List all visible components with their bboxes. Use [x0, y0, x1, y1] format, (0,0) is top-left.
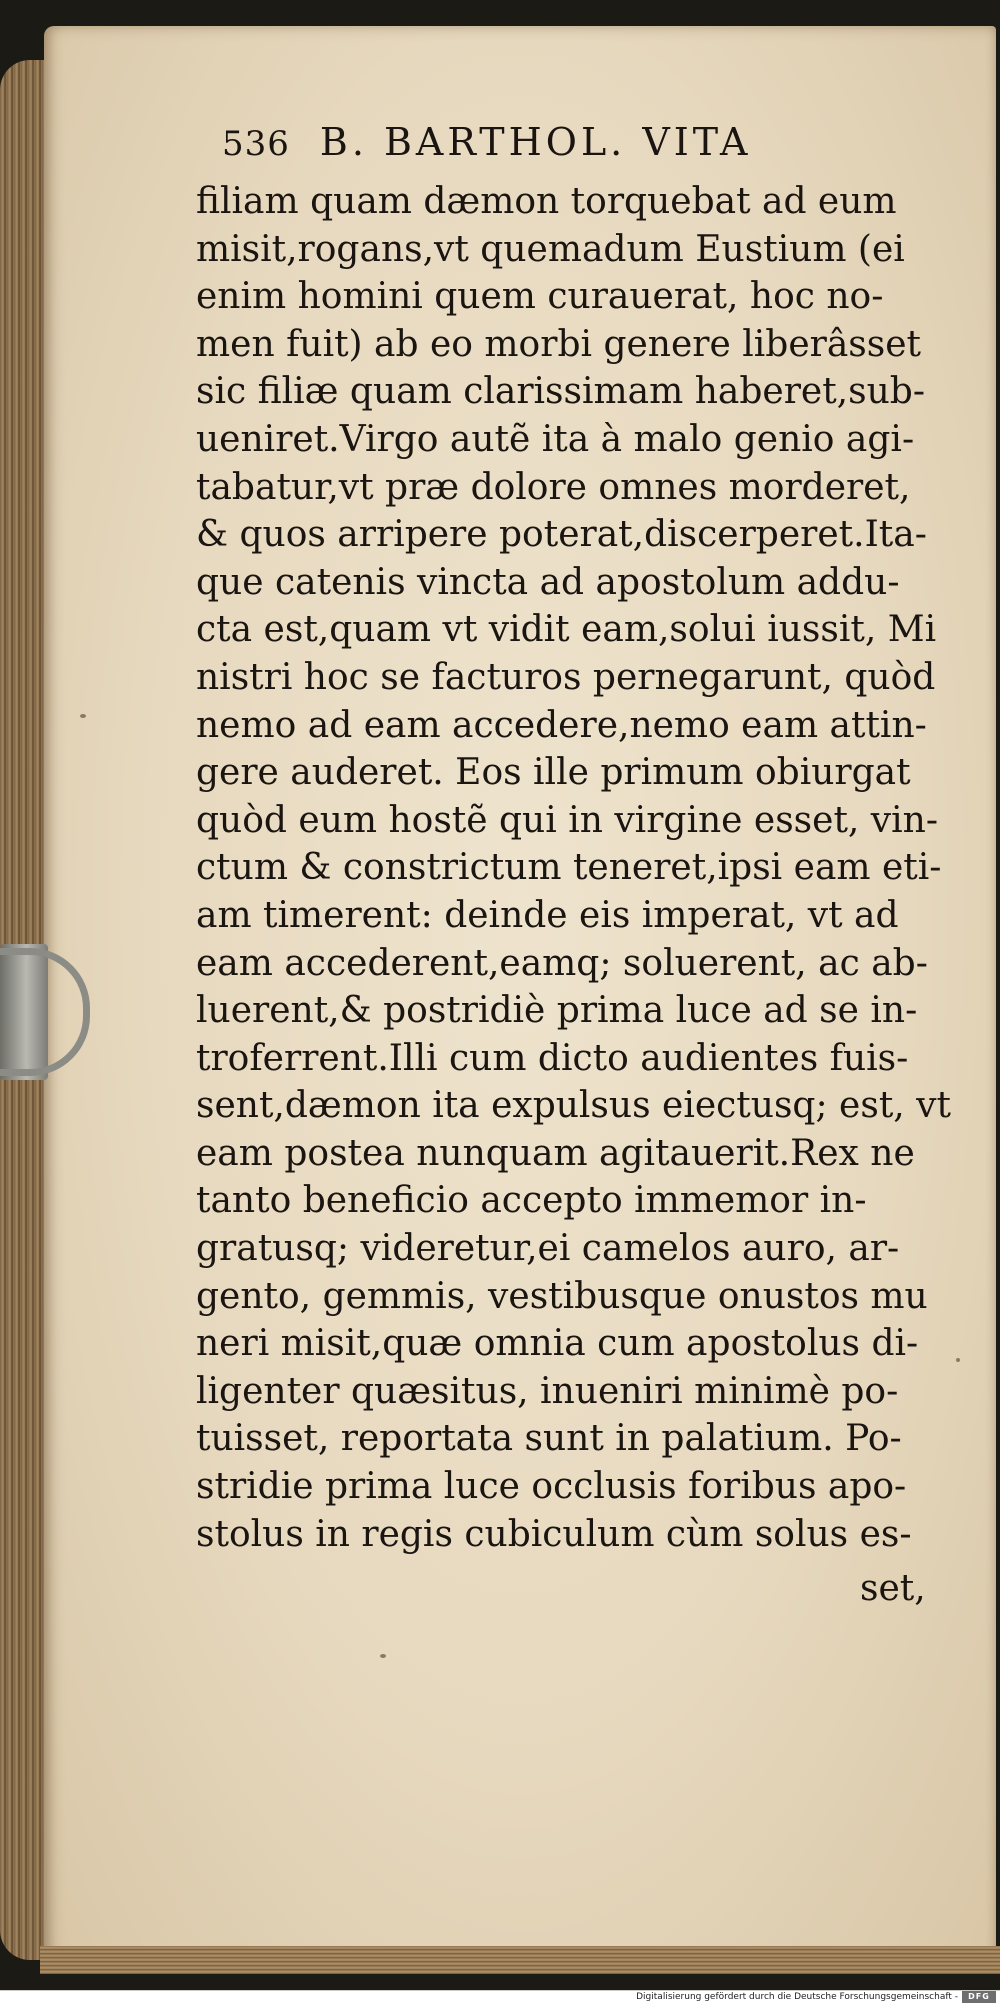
dfg-logo: DFG: [962, 1991, 996, 2003]
text-line: sent,dæmon ita expulsus eiectusq; est, vt: [196, 1085, 951, 1127]
text-line: ueniret.Virgo autẽ ita à malo genio agi-: [196, 418, 915, 460]
footer-credit: Digitalisierung gefördert durch die Deutsche Forschungsgemeinschaft -: [636, 1992, 958, 2002]
text-line: nistri hoc se facturos pernegarunt, quòd: [196, 656, 936, 698]
text-line: cta est,quam vt vidit eam,solui iussit, Mi: [196, 609, 937, 651]
text-line: troferrent.Illi cum dicto audientes fuis-: [196, 1037, 909, 1079]
text-line: luerent,& postridiè prima luce ad se in-: [196, 990, 918, 1032]
text-line: tabatur,vt præ dolore omnes morderet,: [196, 466, 911, 508]
catchword: set,: [860, 1568, 926, 1609]
page-number: 536: [222, 124, 290, 164]
text-line: gere auderet. Eos ille primum obiurgat: [196, 752, 911, 794]
text-line: neri misit,quæ omnia cum apostolus di-: [196, 1323, 919, 1365]
text-line: nemo ad eam accedere,nemo eam attin-: [196, 704, 927, 746]
text-line: gratusq; videretur,ei camelos auro, ar-: [196, 1228, 900, 1270]
text-line: men fuit) ab eo morbi genere liberâsset: [196, 323, 922, 365]
text-line: misit,rogans,vt quemadum Eustium (ei: [196, 228, 905, 270]
text-line: enim homini quem curauerat, hoc no-: [196, 276, 884, 318]
text-line: ctum & constrictum teneret,ipsi eam eti-: [196, 847, 942, 889]
paper-speck: [80, 714, 86, 718]
text-line: filiam quam dæmon torquebat ad eum: [196, 181, 897, 222]
text-line: stridie prima luce occlusis foribus apo-: [196, 1466, 907, 1508]
text-line: tuisset, reportata sunt in palatium. Po-: [196, 1418, 902, 1460]
text-line: eam accederent,eamq; soluerent, ac ab-: [196, 942, 928, 984]
paper-speck: [956, 1358, 960, 1362]
book-bottom-edge: [40, 1946, 1000, 1974]
text-line: gento, gemmis, vestibusque onustos mu: [196, 1275, 928, 1317]
text-line: am timerent: deinde eis imperat, vt ad: [196, 894, 899, 936]
text-line: & quos arripere poterat,discerperet.Ita-: [196, 514, 927, 556]
text-line: quòd eum hostẽ qui in virgine esset, vin-: [196, 799, 939, 841]
running-title: B. BARTHOL. VITA: [319, 120, 752, 164]
body-text: [196, 178, 956, 1558]
text-line: tanto beneficio accepto immemor in-: [196, 1180, 867, 1222]
text-line: ligenter quæsitus, inueniri minimè po-: [196, 1370, 899, 1412]
text-line: que catenis vincta ad apostolum addu-: [196, 561, 900, 603]
text-line: stolus in regis cubiculum cùm solus es-: [196, 1513, 912, 1555]
text-line: sic filiæ quam clarissimam haberet,sub-: [196, 371, 925, 413]
text-line: eam postea nunquam agitauerit.Rex ne: [196, 1132, 915, 1174]
running-head: [222, 120, 862, 176]
paper-speck: [380, 1654, 386, 1658]
